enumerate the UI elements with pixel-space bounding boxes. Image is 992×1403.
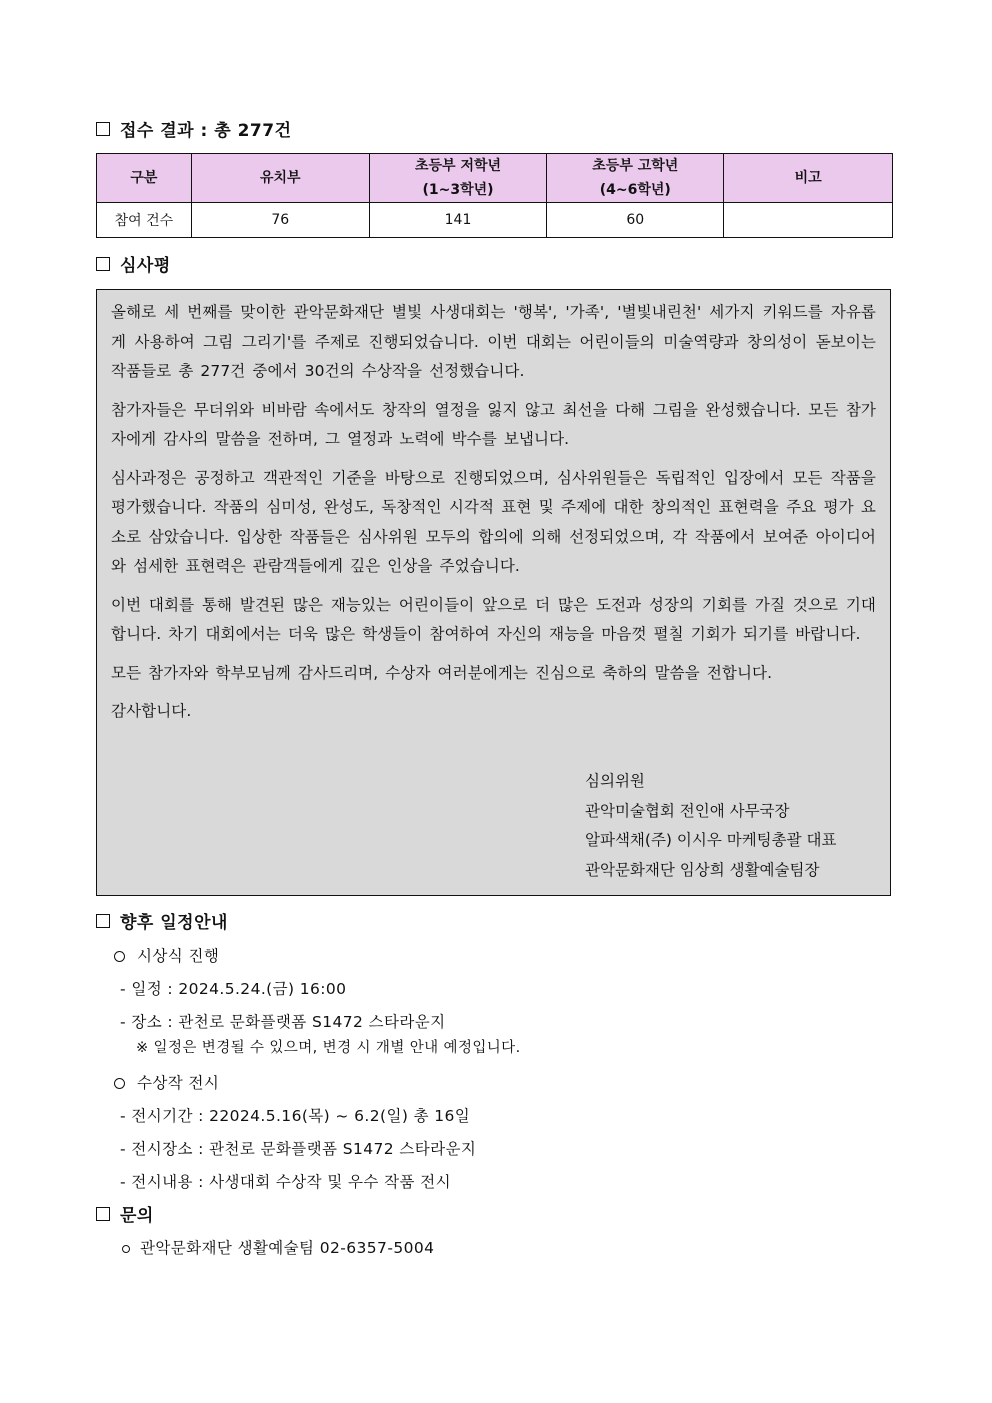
ceremony-heading xyxy=(114,944,219,966)
review-paragraph: 올해로 세 번째를 맞이한 관악문화재단 별빛 사생대회는 '행복', '가족', '별빛내린천' 세가지 키워드를 자유롭게 사용하여 그림 그리기'를 주제로 진행되었습니다. 이번 대회는 어린이들의 미술역량과 창의성이 돋보이는 작품들로 총 277건 중에서 30건의 수상작을 선정했습니다. xyxy=(111,303,876,380)
circle-bullet-icon xyxy=(114,951,125,962)
ceremony-note: ※ 일정은 변경될 수 있으며, 변경 시 개별 안내 예정입니다. xyxy=(136,1040,521,1056)
checkbox-square-icon xyxy=(96,257,110,271)
header-label: 구분 xyxy=(130,170,158,186)
exhibition-heading xyxy=(114,1071,219,1093)
review-paragraph: 모든 참가자와 학부모님께 감사드리며, 수상자 여러분에게는 진심으로 축하의 말씀을 전합니다. xyxy=(111,663,773,682)
ceremony-title: 시상식 진행 xyxy=(137,947,220,965)
exhibition-content: - 전시내용 : 사생대회 수상작 및 우수 작품 전시 xyxy=(120,1173,451,1191)
contact-line xyxy=(122,1236,434,1258)
review-paragraph: 감사합니다. xyxy=(111,702,192,720)
section-title-text: 심사평 xyxy=(120,256,171,276)
header-elementary-upper xyxy=(547,154,724,203)
checkbox-square-icon xyxy=(96,1207,110,1221)
cell-kindergarten: 76 xyxy=(191,203,369,238)
header-label: 초등부 고학년 xyxy=(592,158,679,174)
section-title-reception xyxy=(96,116,292,141)
exhibition-period: - 전시기간 : 22024.5.16(목) ~ 6.2(일) 총 16일 xyxy=(120,1107,471,1125)
header-remarks xyxy=(724,154,893,203)
small-circle-bullet-icon xyxy=(122,1245,130,1253)
section-title-review xyxy=(96,251,171,276)
header-sublabel: (1~3학년) xyxy=(422,182,494,198)
row-label: 참여 건수 xyxy=(97,203,192,238)
header-sublabel: (4~6학년) xyxy=(599,182,671,198)
cell-remarks xyxy=(724,203,893,238)
review-box xyxy=(96,289,891,896)
section-title-text: 접수 결과 : 총 277건 xyxy=(120,121,292,141)
section-title-contact xyxy=(96,1201,154,1226)
ceremony-place: - 장소 : 관천로 문화플랫폼 S1472 스타라운지 xyxy=(120,1013,446,1031)
section-title-text: 향후 일정안내 xyxy=(120,913,228,933)
checkbox-square-icon xyxy=(96,122,110,136)
review-paragraph: 심사과정은 공정하고 객관적인 기준을 바탕으로 진행되었으며, 심사위원들은 독립적인 입장에서 모든 작품을 평가했습니다. 작품의 심미성, 완성도, 독창적인 시각적 표현 및 주제에 대한 창의적인 표현력을 주요 평가 요소로 삼았습니다. 입상한 작품들은 심사위원 모두의 합의에 의해 선정되었으며, 각 작품에서 보여준 아이디어와 섬세한 표현력은 관람객들에게 깊은 인상을 주었습니다. xyxy=(111,468,876,575)
section-title-schedule xyxy=(96,908,228,933)
review-paragraph: 참가자들은 무더위와 비바람 속에서도 창작의 열정을 잃지 않고 최선을 다해 그림을 완성했습니다. 모든 참가자에게 감사의 말씀을 전하며, 그 열정과 노력에 박수를 보냅니다. xyxy=(111,400,876,448)
table-header-row xyxy=(97,154,893,203)
ceremony-date: - 일정 : 2024.5.24.(금) 16:00 xyxy=(120,980,347,998)
cell-elementary-lower: 141 xyxy=(369,203,547,238)
checkbox-square-icon xyxy=(96,914,110,928)
signature-block xyxy=(585,767,836,885)
header-category xyxy=(97,154,192,203)
signature-line: 알파색채(주) 이시우 마케팅총괄 대표 xyxy=(585,831,837,849)
header-label: 비고 xyxy=(794,170,822,186)
signature-line: 관악문화재단 임상희 생활예술팀장 xyxy=(585,860,820,879)
section-title-text: 문의 xyxy=(120,1206,154,1226)
circle-bullet-icon xyxy=(114,1078,125,1089)
reception-table xyxy=(96,153,893,238)
header-elementary-lower xyxy=(369,154,547,203)
cell-elementary-upper: 60 xyxy=(547,203,724,238)
review-paragraph: 이번 대회를 통해 발견된 많은 재능있는 어린이들이 앞으로 더 많은 도전과 성장의 기회를 가질 것으로 기대합니다. 차기 대회에서는 더욱 많은 학생들이 참여하여 자신의 재능을 마음껏 펼칠 기회가 되기를 바랍니다. xyxy=(111,595,876,643)
signature-title: 심의위원 xyxy=(585,772,645,790)
header-kindergarten xyxy=(191,154,369,203)
contact-text: 관악문화재단 생활예술팀 02-6357-5004 xyxy=(140,1239,435,1257)
table-row xyxy=(97,203,893,238)
exhibition-place: - 전시장소 : 관천로 문화플랫폼 S1472 스타라운지 xyxy=(120,1140,477,1158)
signature-line: 관악미술협회 전인애 사무국장 xyxy=(585,801,790,820)
header-label: 초등부 저학년 xyxy=(415,158,502,174)
exhibition-title: 수상작 전시 xyxy=(137,1074,220,1092)
header-label: 유치부 xyxy=(259,170,301,186)
